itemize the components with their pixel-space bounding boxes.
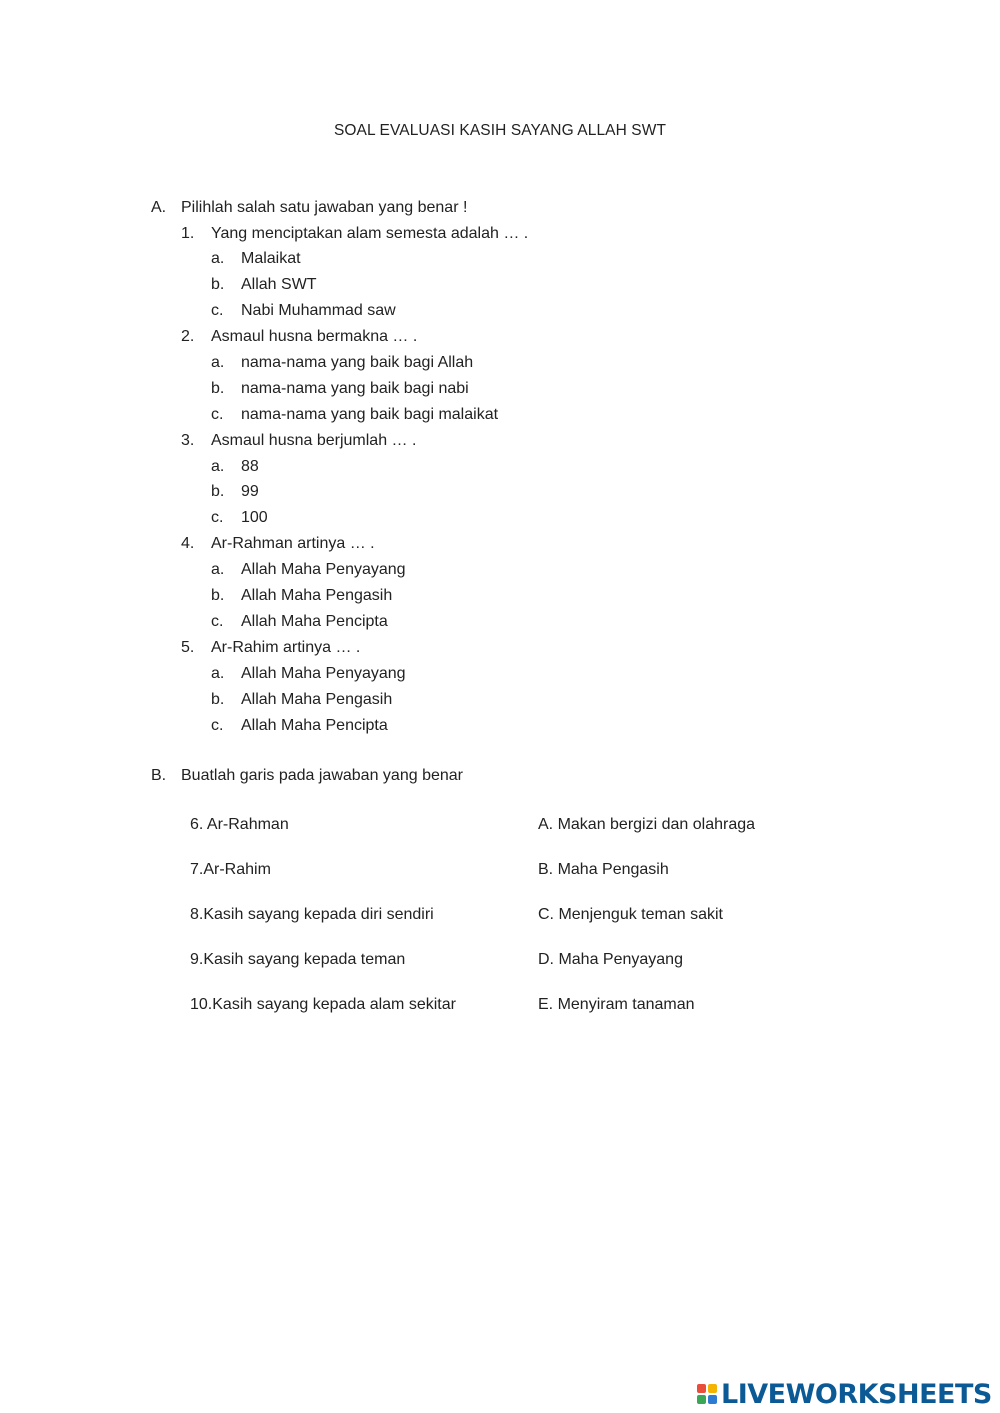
option-text: Allah Maha Penyayang xyxy=(241,561,406,578)
liveworksheets-logo-icon xyxy=(697,1384,717,1404)
match-left-item[interactable]: 9.Kasih sayang kepada teman xyxy=(190,951,406,968)
question-text: Ar-Rahman artinya … . xyxy=(211,535,375,552)
option-text: nama-nama yang baik bagi malaikat xyxy=(241,406,499,423)
liveworksheets-logo xyxy=(697,1378,992,1410)
question-text: Ar-Rahim artinya … . xyxy=(211,639,361,656)
match-left-item[interactable]: 7.Ar-Rahim xyxy=(190,861,271,878)
option-letter: a. xyxy=(211,458,225,475)
logo-square xyxy=(697,1384,706,1393)
question-text: Asmaul husna bermakna … . xyxy=(211,328,418,345)
option-text: Allah Maha Pencipta xyxy=(241,717,388,734)
question-number: 4. xyxy=(181,535,195,552)
match-right-item[interactable]: C. Menjenguk teman sakit xyxy=(538,906,723,923)
option-text: 99 xyxy=(241,483,259,500)
option-letter: b. xyxy=(211,380,225,397)
logo-text: LIVEWORKSHEETS xyxy=(721,1378,992,1410)
option-text: Allah Maha Pengasih xyxy=(241,587,393,604)
option-text: Malaikat xyxy=(241,250,301,267)
option-letter: c. xyxy=(211,509,224,526)
section-b-instruction: Buatlah garis pada jawaban yang benar xyxy=(181,767,463,784)
option-letter: b. xyxy=(211,691,225,708)
match-left-item[interactable]: 8.Kasih sayang kepada diri sendiri xyxy=(190,906,434,923)
option-text: Allah Maha Pengasih xyxy=(241,691,393,708)
logo-square xyxy=(708,1395,717,1404)
match-right-item[interactable]: E. Menyiram tanaman xyxy=(538,996,695,1013)
option-text: Allah Maha Pencipta xyxy=(241,613,388,630)
section-a-marker: A. xyxy=(151,199,167,216)
question-text: Asmaul husna berjumlah … . xyxy=(211,432,417,449)
option-text: 100 xyxy=(241,509,268,526)
option-letter: c. xyxy=(211,717,224,734)
section-b-marker: B. xyxy=(151,767,167,784)
option-text: Allah Maha Penyayang xyxy=(241,665,406,682)
option-letter: a. xyxy=(211,250,225,267)
option-letter: c. xyxy=(211,302,224,319)
option-text: Nabi Muhammad saw xyxy=(241,302,396,319)
question-number: 5. xyxy=(181,639,195,656)
option-letter: c. xyxy=(211,406,224,423)
option-text: nama-nama yang baik bagi Allah xyxy=(241,354,474,371)
question-text: Yang menciptakan alam semesta adalah … . xyxy=(211,225,529,242)
option-text: Allah SWT xyxy=(241,276,317,293)
match-left-item[interactable]: 10.Kasih sayang kepada alam sekitar xyxy=(190,996,456,1013)
question-number: 2. xyxy=(181,328,195,345)
option-letter: a. xyxy=(211,665,225,682)
question-number: 3. xyxy=(181,432,195,449)
option-letter: b. xyxy=(211,276,225,293)
option-letter: b. xyxy=(211,587,225,604)
match-left-item[interactable]: 6. Ar-Rahman xyxy=(190,816,289,833)
option-letter: a. xyxy=(211,561,225,578)
option-text: 88 xyxy=(241,458,259,475)
question-number: 1. xyxy=(181,225,195,242)
option-letter: a. xyxy=(211,354,225,371)
match-right-item[interactable]: D. Maha Penyayang xyxy=(538,951,683,968)
worksheet-title: SOAL EVALUASI KASIH SAYANG ALLAH SWT xyxy=(333,122,667,139)
option-text: nama-nama yang baik bagi nabi xyxy=(241,380,469,397)
logo-square xyxy=(708,1384,717,1393)
logo-square xyxy=(697,1395,706,1404)
match-right-item[interactable]: A. Makan bergizi dan olahraga xyxy=(538,816,756,833)
option-letter: b. xyxy=(211,483,225,500)
section-a-instruction: Pilihlah salah satu jawaban yang benar ! xyxy=(181,199,468,216)
match-right-item[interactable]: B. Maha Pengasih xyxy=(538,861,669,878)
option-letter: c. xyxy=(211,613,224,630)
